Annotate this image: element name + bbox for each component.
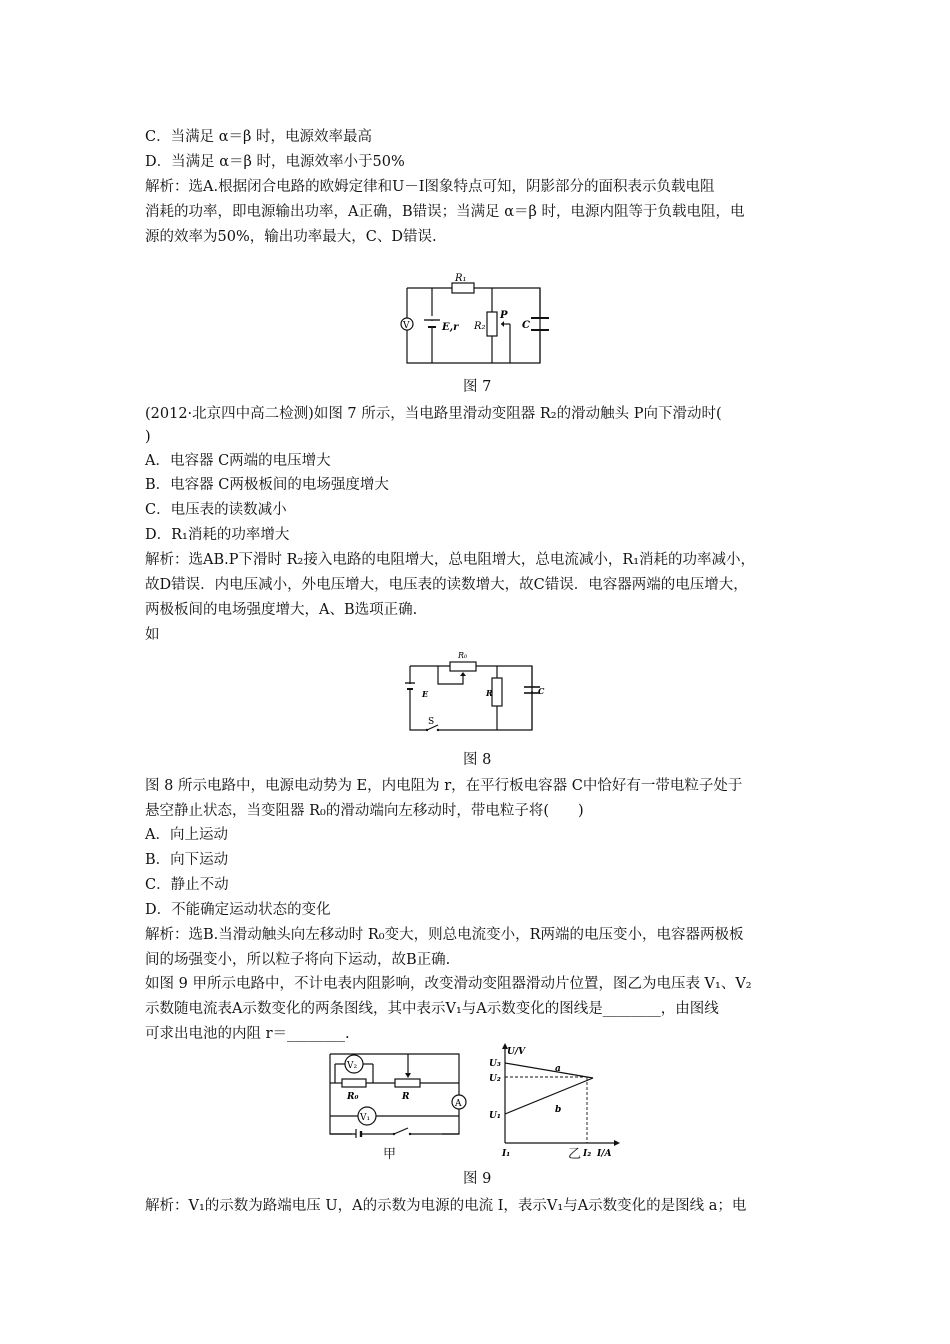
option-c: C．当满足 α＝β 时，电源效率最高 xyxy=(145,129,372,145)
ammeter-label: A xyxy=(455,1099,462,1109)
line-b-label: b xyxy=(555,1105,562,1115)
voltmeter-label: V xyxy=(403,321,410,331)
r0-label: R₀ xyxy=(458,651,468,660)
switch-label: S xyxy=(428,717,435,727)
emf-label: E,r xyxy=(442,322,459,333)
u1-tick: U₁ xyxy=(489,1111,501,1121)
capacitor-label: C xyxy=(538,686,545,696)
x-axis-label: I/A xyxy=(597,1149,612,1159)
analysis-line: 解析：选A.根据闭合电路的欧姆定律和U－I图象特点可知，阴影部分的面积表示负载电阻 xyxy=(145,179,715,195)
resistor-r-label: R xyxy=(402,1092,410,1102)
figure-8-caption: 图 8 xyxy=(463,752,492,768)
option-a: A．电容器 C两端的电压增大 xyxy=(145,453,331,469)
option-d: D．不能确定运动状态的变化 xyxy=(145,902,331,918)
figure-9-graph xyxy=(484,1042,624,1160)
emf-label: E xyxy=(422,689,429,699)
option-c: C．静止不动 xyxy=(145,877,229,893)
v2-label: V₂ xyxy=(347,1061,358,1071)
r2-label: R₂ xyxy=(474,321,486,332)
question-stem: (2012·北京四中高二检测)如图 7 所示，当电路里滑动变阻器 R₂的滑动触头 P向下滑动时( xyxy=(145,406,722,422)
question-stem: ) xyxy=(145,429,151,445)
option-d: D．当满足 α＝β 时，电源效率小于50% xyxy=(145,154,405,170)
question-intro: 如 xyxy=(145,627,160,643)
figure-9-sub-jia: 甲 xyxy=(383,1147,397,1162)
analysis-line: 两极板间的电场强度增大，A、B选项正确. xyxy=(145,602,418,618)
capacitor-label: C xyxy=(522,320,530,331)
analysis-line: 间的场强变小，所以粒子将向下运动，故B正确. xyxy=(145,952,451,968)
analysis-line: 消耗的功率，即电源输出功率，A正确，B错误；当满足 α＝β 时，电源内阻等于负载电阻，电 xyxy=(145,204,745,220)
question-stem: 示数随电流表A示数变化的两条图线，其中表示V₁与A示数变化的图线是________，由图线 xyxy=(145,1001,719,1017)
analysis-line: 故D错误．内电压减小，外电压增大，电压表的读数增大，故C错误．电容器两端的电压增大， xyxy=(145,577,748,593)
resistor-r-label: R xyxy=(486,688,493,698)
figure-9-circuit xyxy=(322,1046,472,1138)
question-stem: 图 8 所示电路中，电源电动势为 E，内电阻为 r，在平行板电容器 C中恰好有一带电粒子处于 xyxy=(145,778,743,794)
option-d: D．R₁消耗的功率增大 xyxy=(145,527,290,543)
analysis-line: 源的效率为50%，输出功率最大，C、D错误. xyxy=(145,229,437,245)
question-stem: 如图 9 甲所示电路中，不计电表内阻影响，改变滑动变阻器滑动片位置，图乙为电压表 V₁、V₂ xyxy=(145,976,752,992)
question-stem: 可求出电池的内阻 r＝________. xyxy=(145,1026,350,1042)
figure-8-circuit xyxy=(402,648,552,740)
i2-tick: I₂ xyxy=(583,1149,592,1159)
u3-tick: U₃ xyxy=(489,1059,501,1069)
i1-tick: I₁ xyxy=(502,1149,511,1159)
figure-9-caption: 图 9 xyxy=(463,1171,492,1187)
figure-7-caption: 图 7 xyxy=(463,379,492,395)
y-axis-label: U/V xyxy=(507,1047,526,1057)
analysis-line: 解析：选B.当滑动触头向左移动时 R₀变大，则总电流变小，R两端的电压变小，电容器两极板 xyxy=(145,927,744,943)
figure-9-sub-yi: 乙 xyxy=(568,1147,582,1162)
question-stem: 悬空静止状态，当变阻器 R₀的滑动端向左移动时，带电粒子将( ) xyxy=(145,803,584,819)
option-b: B．向下运动 xyxy=(145,852,229,868)
analysis-line: 解析：V₁的示数为路端电压 U，A的示数为电源的电流 I，表示V₁与A示数变化的是图线 a；电 xyxy=(145,1198,747,1214)
u2-tick: U₂ xyxy=(489,1074,501,1084)
v1-label: V₁ xyxy=(360,1113,371,1123)
figure-7-circuit xyxy=(400,272,560,370)
r0-label: R₀ xyxy=(347,1092,359,1102)
line-a-label: a xyxy=(555,1064,561,1074)
analysis-line: 解析：选AB.P下滑时 R₂接入电路的电阻增大，总电阻增大，总电流减小，R₁消耗的功率减小， xyxy=(145,552,756,568)
slider-p-label: P xyxy=(500,310,508,321)
option-b: B．电容器 C两极板间的电场强度增大 xyxy=(145,477,389,493)
r1-label: R₁ xyxy=(455,273,467,284)
option-a: A．向上运动 xyxy=(145,827,228,843)
option-c: C．电压表的读数减小 xyxy=(145,502,287,518)
